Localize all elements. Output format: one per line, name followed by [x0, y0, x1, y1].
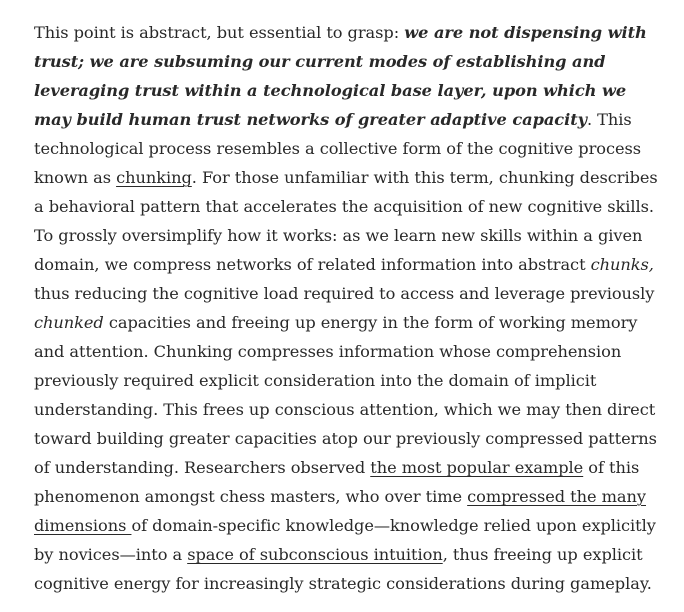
- text-segment: of this phenomenon amongst chess masters, who over time: [34, 458, 640, 506]
- text-segment: , thus freeing up explicit cognitive energy for increasingly strategic considerations during gameplay.: [34, 545, 652, 593]
- article-body: [34, 18, 664, 598]
- text-segment: thus reducing the cognitive load required to access and leverage previously: [34, 284, 655, 303]
- text-segment: capacities and freeing up energy in the form of working memory and attention. Chunking compresses information whose comprehension previously required explicit consideration into the domain of implicit understanding. This frees up conscious attention, which we may then direct toward building greater capacities atop our previously compressed patterns of understanding. Researchers observed: [34, 313, 657, 477]
- subconscious-intuition-link[interactable]: space of subconscious intuition: [187, 545, 443, 564]
- italic-chunked: chunked: [34, 313, 104, 332]
- compressed-dimensions-link[interactable]: compressed the many dimensions: [34, 487, 646, 535]
- popular-example-link[interactable]: the most popular example: [370, 458, 584, 477]
- emphasis-text: we are not dispensing with trust; we are subsuming our current modes of establishing and leveraging trust within a technological base layer, upon which we may build human trust networks of greater adaptive capacity: [34, 23, 647, 129]
- text-segment: . This technological process resembles a collective form of the cognitive process known as: [34, 110, 642, 187]
- italic-chunks: chunks,: [590, 255, 654, 274]
- paragraph: [34, 18, 664, 598]
- text-segment: . For those unfamiliar with this term, chunking describes a behavioral pattern that accelerates the acquisition of new cognitive skills. To grossly oversimplify how it works: as we learn new skills within a given domain, we compress networks of related information into abstract: [34, 168, 658, 274]
- chunking-link[interactable]: chunking: [116, 168, 192, 187]
- text-segment: of domain-specific knowledge—knowledge relied upon explicitly by novices—into a: [34, 516, 656, 564]
- text-segment: This point is abstract, but essential to grasp:: [34, 23, 405, 42]
